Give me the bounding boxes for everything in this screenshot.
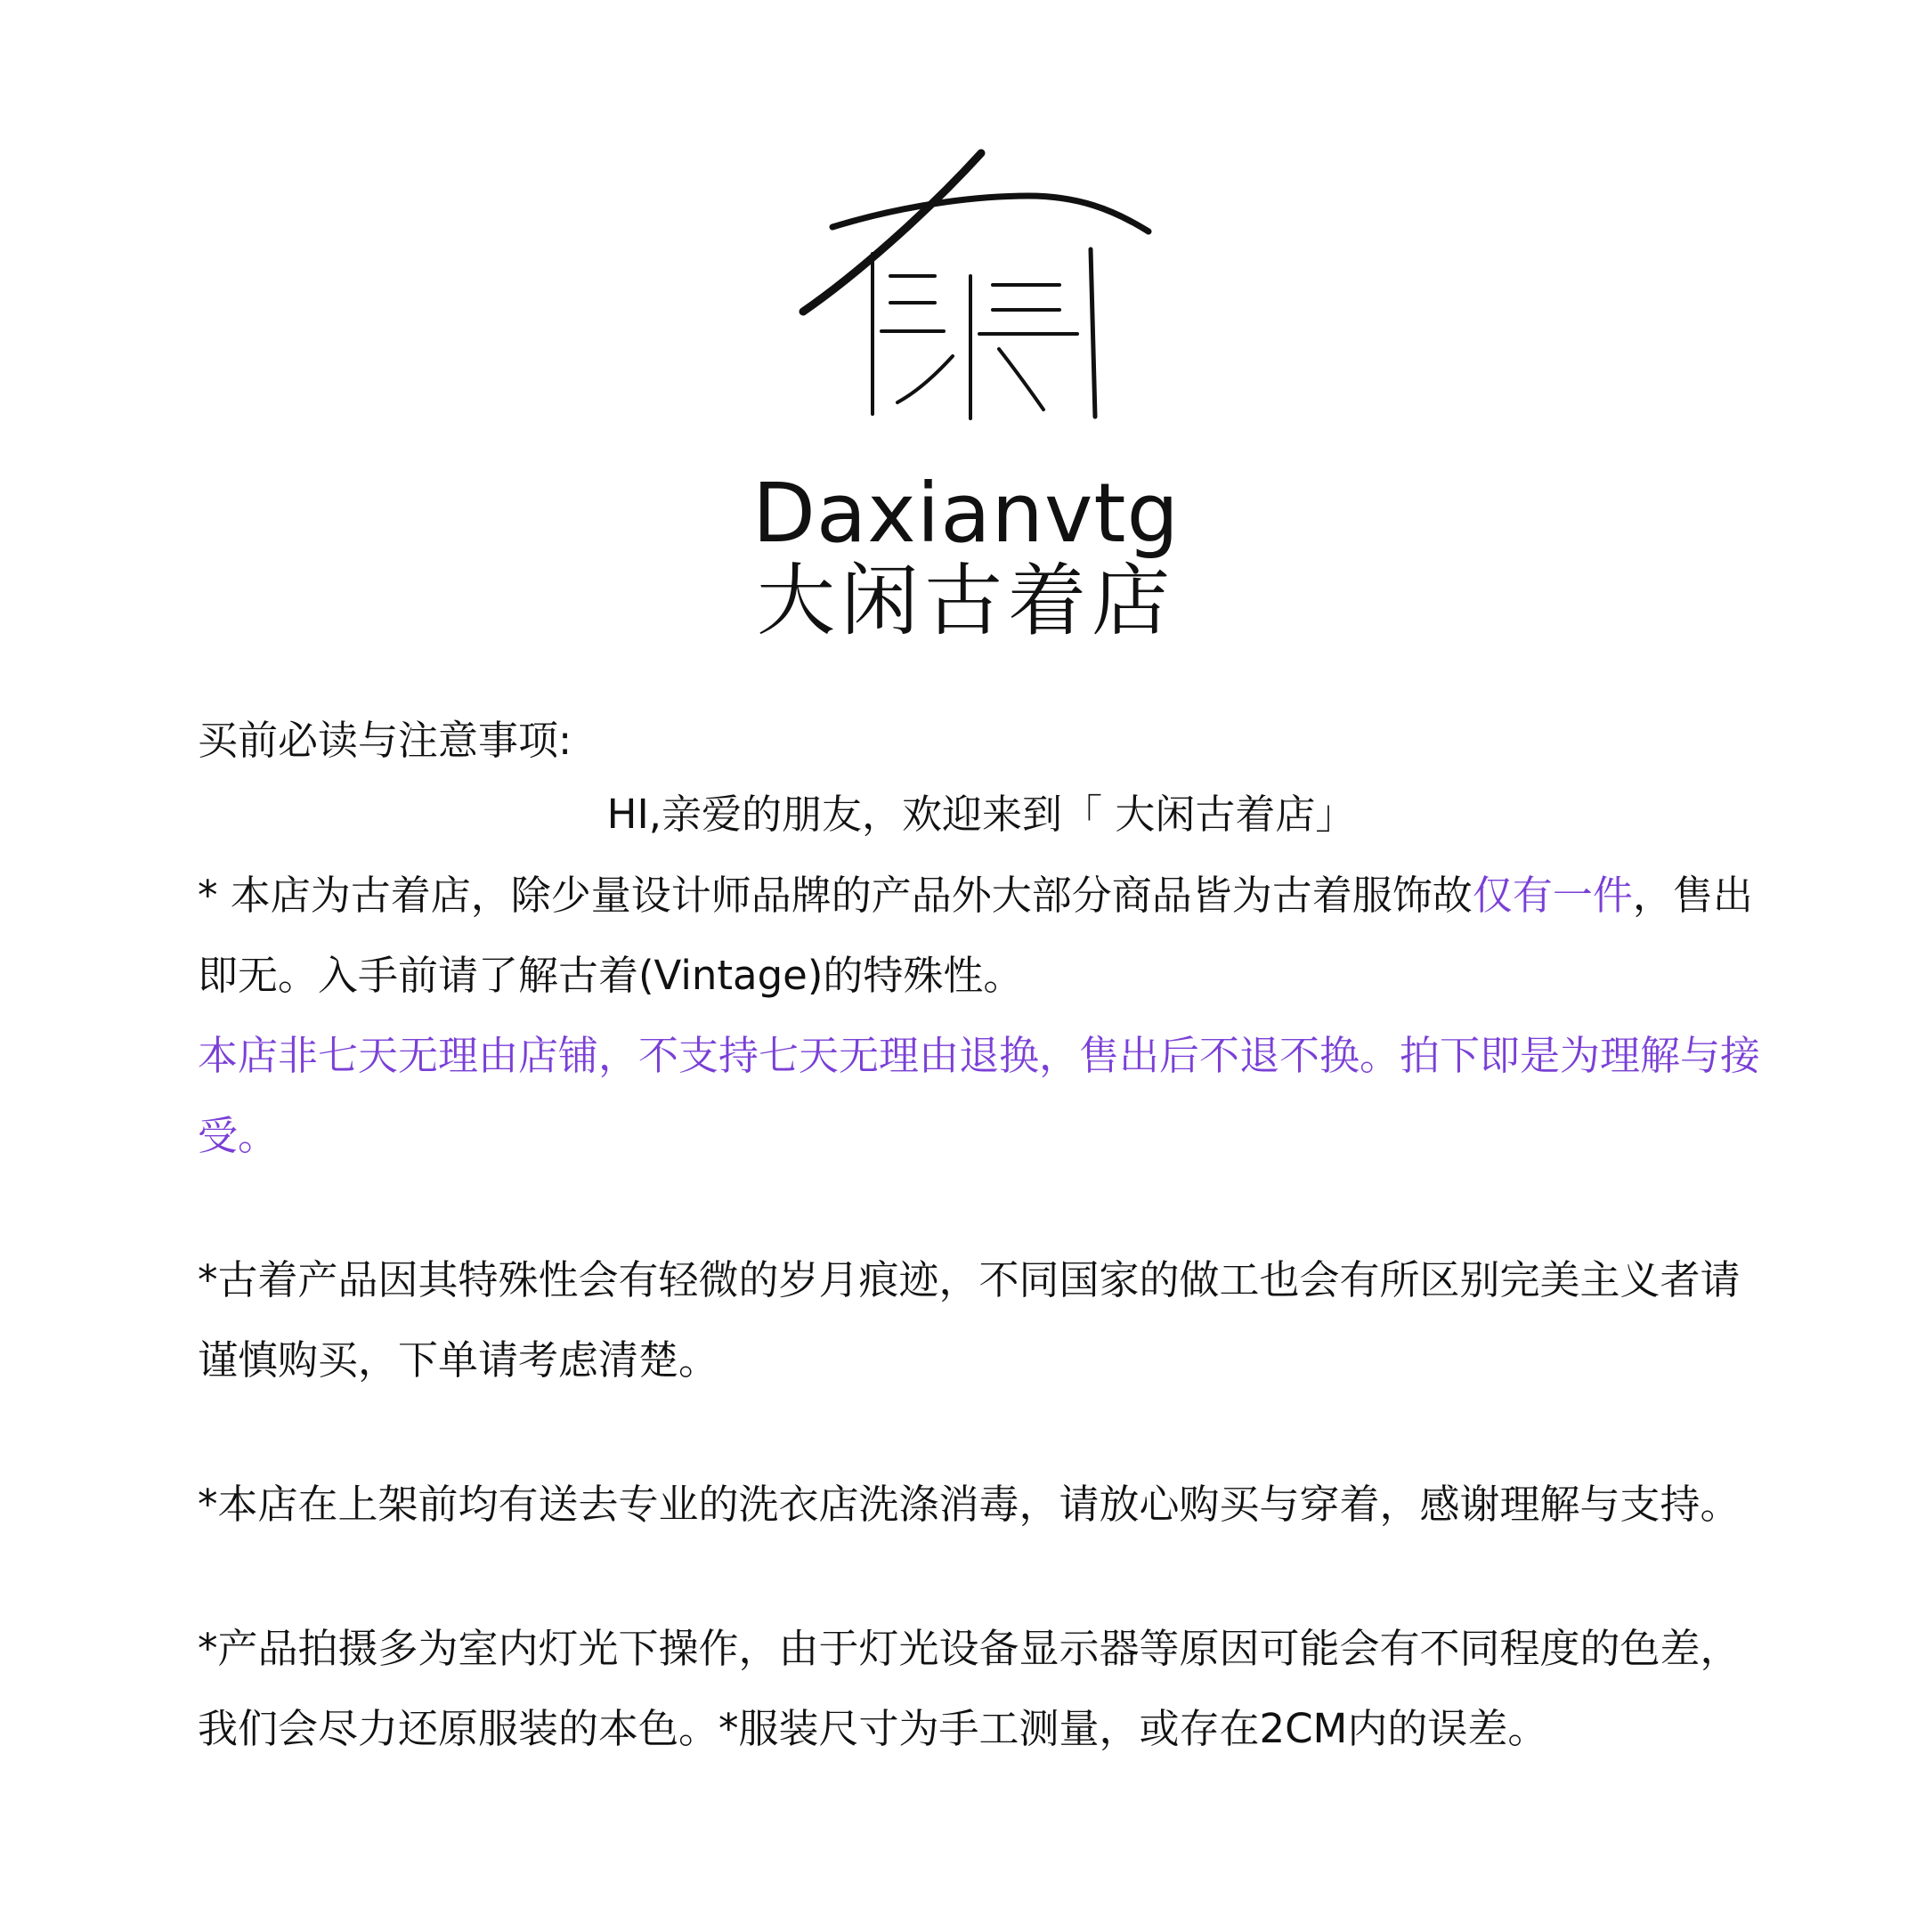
paragraph-text: ，售出即无。入手前请了解古着(Vintage)的特殊性。 — [198, 872, 1753, 999]
spacer — [198, 1400, 1765, 1465]
notice-heading: 买前必读与注意事项: — [198, 717, 572, 764]
brand-name-english: Daxianvtg — [752, 466, 1180, 561]
spacer — [198, 1176, 1765, 1240]
greeting-line: HI,亲爱的朋友，欢迎来到「 大闲古着店」 — [606, 791, 1356, 838]
notice-paragraph-wear: *古着产品因其特殊性会有轻微的岁月痕迹，不同国家的做工也会有所区别完美主义者请谨慎购买，下单请考虑清楚。 — [198, 1256, 1741, 1384]
spacer — [198, 1545, 1765, 1609]
highlight-one-piece: 仅有一件 — [1472, 872, 1633, 919]
brand-name-chinese: 大闲古着店 — [756, 555, 1175, 646]
purchase-notice — [198, 708, 1765, 1769]
notice-paragraph-photo: *产品拍摄多为室内灯光下操作，由于灯光设备显示器等原因可能会有不同程度的色差，我们会尽力还原服装的本色。*服装尺寸为手工测量，或存在2CM内的误差。 — [198, 1625, 1741, 1752]
notice-paragraph-no-return: 本店非七天无理由店铺，不支持七天无理由退换，售出后不退不换。拍下即是为理解与接受。 — [198, 1032, 1761, 1159]
notice-paragraph-vintage — [198, 856, 1765, 1016]
brand-logo-icon — [792, 142, 1166, 445]
paragraph-text: * 本店为古着店，除少量设计师品牌的产品外大部分商品皆为古着服饰故 — [198, 872, 1473, 919]
notice-paragraph-cleaning: *本店在上架前均有送去专业的洗衣店洗涤消毒，请放心购买与穿着，感谢理解与支持。 — [198, 1481, 1741, 1528]
